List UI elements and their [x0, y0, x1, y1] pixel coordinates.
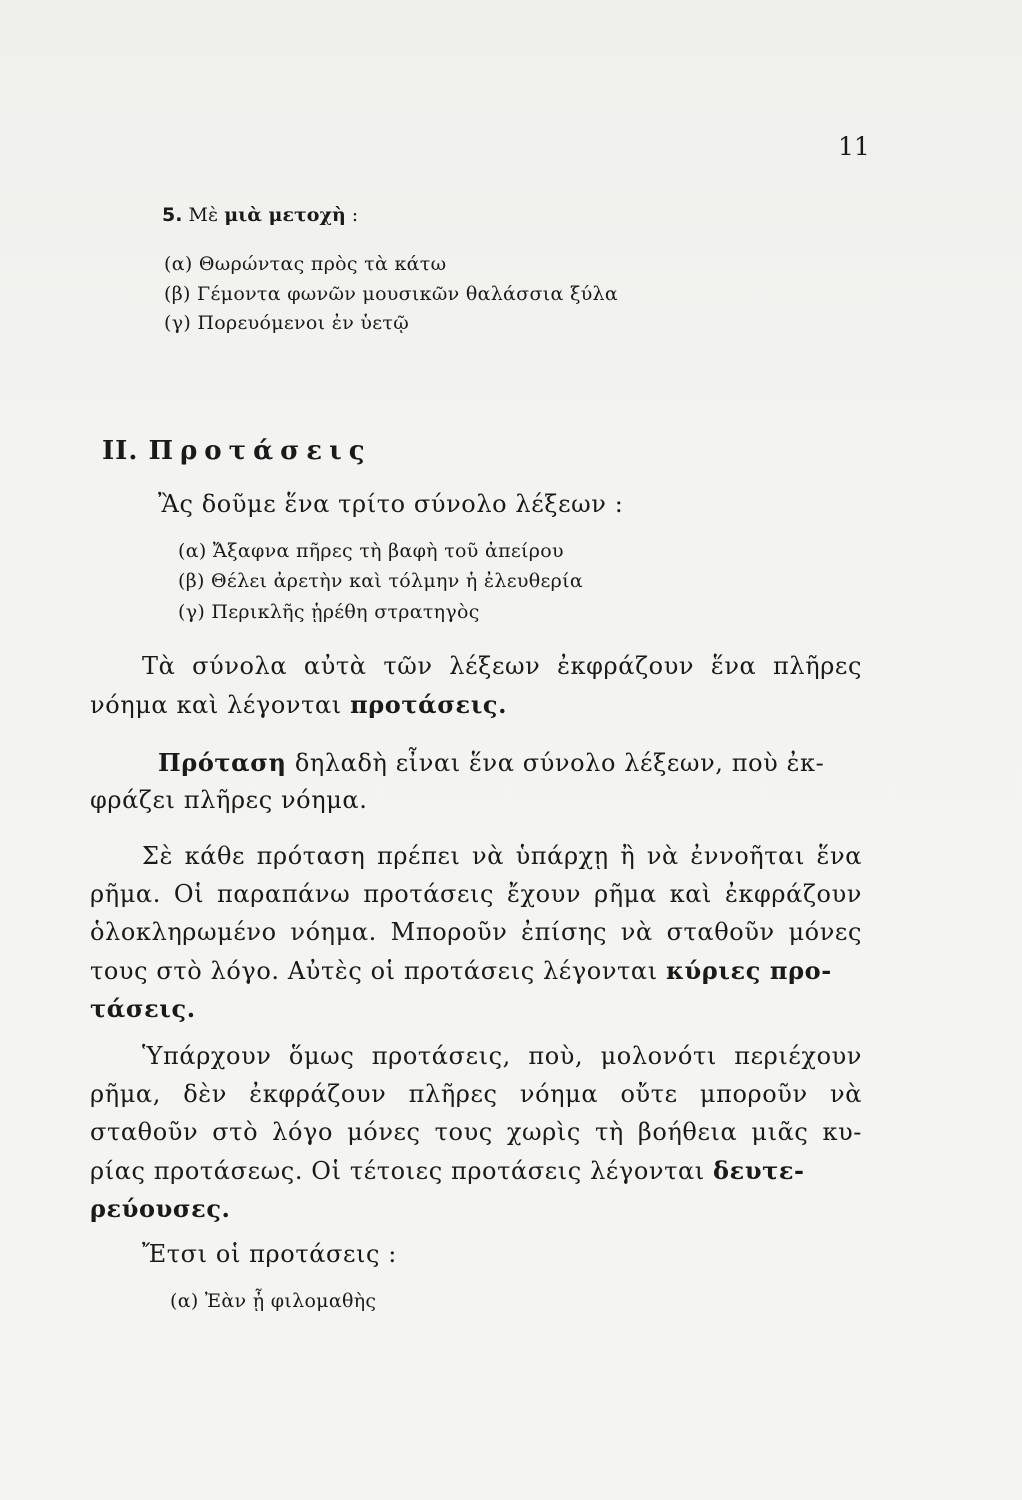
term-bold: κύριες προ-	[665, 956, 832, 985]
subsection-title-pre: Μὲ	[188, 204, 225, 226]
subsection-title-bold: μιὰ μετοχὴ	[224, 204, 346, 226]
term-bold: προτάσεις.	[350, 690, 508, 719]
term-bold: Πρόταση	[158, 748, 287, 777]
paragraph-line	[90, 1156, 805, 1185]
subsection-title-post: :	[345, 204, 359, 226]
paragraph-line: σταθοῦν στὸ λόγο μόνες τους χωρὶς τὴ βοήθεια μιᾶς κυ-	[90, 1118, 862, 1146]
section-title: Προτάσεις	[148, 436, 372, 466]
paragraph-line	[158, 748, 824, 777]
paragraph-line: ρῆμα. Οἱ παραπάνω προτάσεις ἔχουν ρῆμα καὶ ἐκφράζουν	[90, 880, 862, 908]
paragraph-text: ρίας προτάσεως. Οἱ τέτοιες προτάσεις λέγονται	[90, 1157, 714, 1185]
paragraph-line	[90, 690, 507, 719]
term-bold: τάσεις.	[90, 994, 196, 1023]
term-bold: δευτε-	[713, 1156, 805, 1185]
paragraph-text: δηλαδὴ εἶναι ἕνα σύνολο λέξεων, ποὺ ἐκ-	[286, 749, 825, 777]
section-numeral: II.	[102, 436, 139, 466]
subsection-number: 5.	[162, 204, 183, 226]
example-item: (α) Ἄξαφνα πῆρες τὴ βαφὴ τοῦ ἀπείρου	[178, 540, 564, 562]
section-heading	[102, 436, 372, 466]
paragraph-line: φράζει πλῆρες νόημα.	[90, 786, 368, 814]
example-item: (γ) Περικλῆς ᾑρέθη στρατηγὸς	[178, 601, 480, 623]
paragraph-line: Ὑπάρχουν ὅμως προτάσεις, ποὺ, μολονότι περιέχουν	[142, 1042, 862, 1070]
paragraph-text: νόημα καὶ λέγονται	[90, 691, 351, 719]
example-item: (β) Θέλει ἀρετὴν καὶ τόλμην ἡ ἐλευθερία	[178, 570, 583, 592]
page-number: 11	[838, 132, 870, 161]
example-item: (γ) Πορευόμενοι ἐν ὑετῷ	[164, 312, 409, 334]
paragraph-text: τους στὸ λόγο. Αὐτὲς οἱ προτάσεις λέγονται	[90, 957, 666, 985]
example-item: (α) Ἐὰν ᾖ φιλομαθὴς	[170, 1290, 377, 1312]
subsection-heading	[162, 204, 358, 226]
example-item: (α) Θωρώντας πρὸς τὰ κάτω	[164, 253, 447, 275]
term-bold: ρεύουσες.	[90, 1194, 231, 1223]
paragraph-line: ὁλοκληρωμένο νόημα. Μποροῦν ἐπίσης νὰ σταθοῦν μόνες	[90, 918, 862, 946]
example-item: (β) Γέμοντα φωνῶν μουσικῶν θαλάσσια ξύλα	[164, 283, 619, 305]
paragraph-line: Ἔτσι οἱ προτάσεις :	[142, 1240, 397, 1268]
paragraph-line: Σὲ κάθε πρόταση πρέπει νὰ ὑπάρχῃ ἢ νὰ ἐννοῆται ἕνα	[142, 842, 862, 870]
paragraph-line: Τὰ σύνολα αὐτὰ τῶν λέξεων ἐκφράζουν ἕνα πλῆρες	[142, 652, 862, 680]
paragraph-line: ρῆμα, δὲν ἐκφράζουν πλῆρες νόημα οὔτε μποροῦν νὰ	[90, 1080, 862, 1108]
intro-text: Ἂς δοῦμε ἕνα τρίτο σύνολο λέξεων :	[158, 490, 624, 518]
paragraph-line	[90, 956, 832, 985]
